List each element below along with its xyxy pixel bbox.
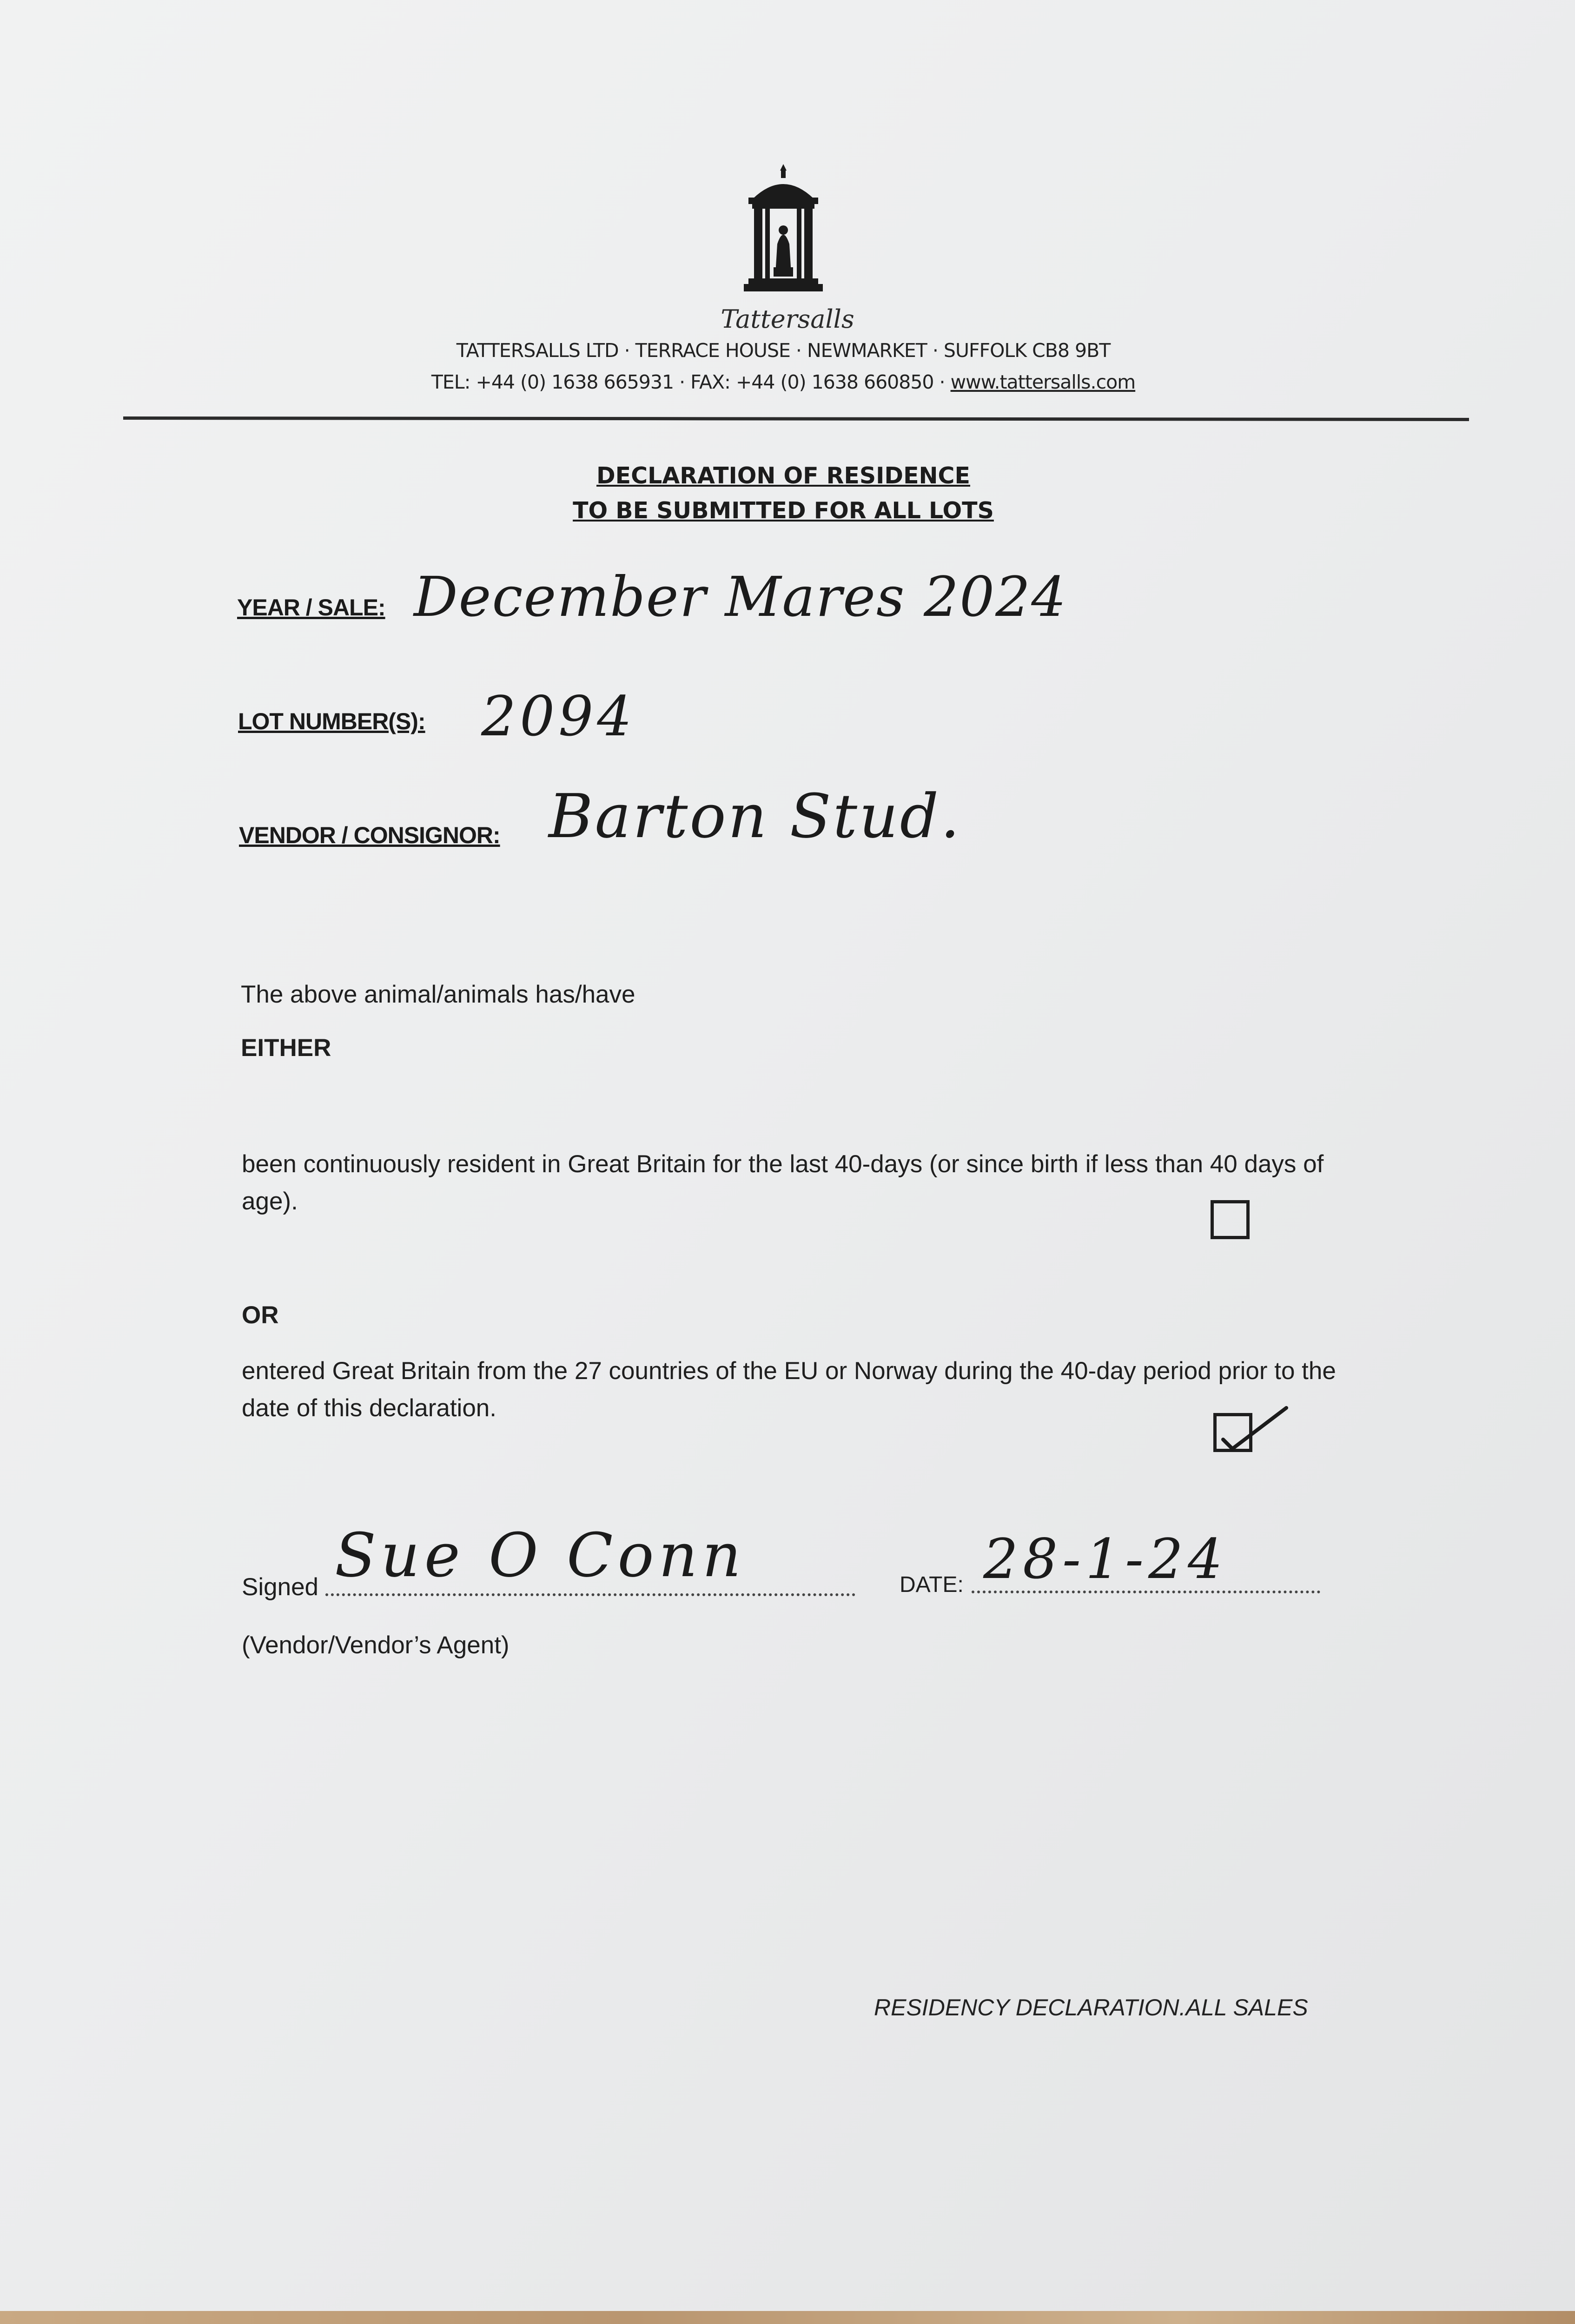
contact-line <box>325 371 1241 393</box>
vendor-label: VENDOR / CONSIGNOR: <box>239 822 500 848</box>
signed-label: Signed <box>242 1573 319 1601</box>
year-sale-label: YEAR / SALE: <box>237 594 385 621</box>
signer-role: (Vendor/Vendor’s Agent) <box>242 1631 510 1659</box>
year-sale-value[interactable]: December Mares 2024 <box>414 565 1067 629</box>
table-surface <box>0 2311 1575 2324</box>
option-entered-text: entered Great Britain from the 27 countries of the EU or Norway during the 40-day period prior to the date of this declaration. <box>242 1357 1336 1422</box>
option-resident-checkbox[interactable] <box>1211 1200 1250 1239</box>
company-address: TATTERSALLS LTD · TERRACE HOUSE · NEWMARKET · SUFFOLK CB8 9BT <box>456 339 1111 362</box>
tel-fax: TEL: +44 (0) 1638 665931 · FAX: +44 (0) 1638 660850 · <box>431 371 951 393</box>
lot-number-label: LOT NUMBER(S): <box>238 708 425 734</box>
vendor-value[interactable]: Barton Stud. <box>549 781 962 852</box>
website-link[interactable]: www.tattersalls.com <box>950 371 1136 393</box>
document-title: DECLARATION OF RESIDENCE <box>596 462 970 489</box>
option-resident-text: been continuously resident in Great Britain for the last 40-days (or since birth if less than 40 days of age). <box>242 1150 1324 1215</box>
statement-intro: The above animal/animals has/have <box>241 981 635 1008</box>
date-value[interactable]: 28-1-24 <box>983 1527 1228 1591</box>
brand-name: Tattersalls <box>721 304 854 334</box>
checkmark-icon <box>1217 1403 1286 1454</box>
option-entered-checkbox[interactable] <box>1213 1413 1252 1452</box>
document-subtitle: TO BE SUBMITTED FOR ALL LOTS <box>573 497 994 524</box>
lot-number-value[interactable]: 2094 <box>481 684 636 748</box>
either-label: EITHER <box>241 1034 331 1062</box>
signature-line <box>325 1593 855 1596</box>
signature-value[interactable]: Sue O Conn <box>335 1520 746 1591</box>
tattersalls-rotunda-logo <box>725 160 841 309</box>
date-label: DATE: <box>900 1572 964 1597</box>
form-name: RESIDENCY DECLARATION.ALL SALES <box>874 1994 1308 2020</box>
or-label: OR <box>242 1301 279 1329</box>
